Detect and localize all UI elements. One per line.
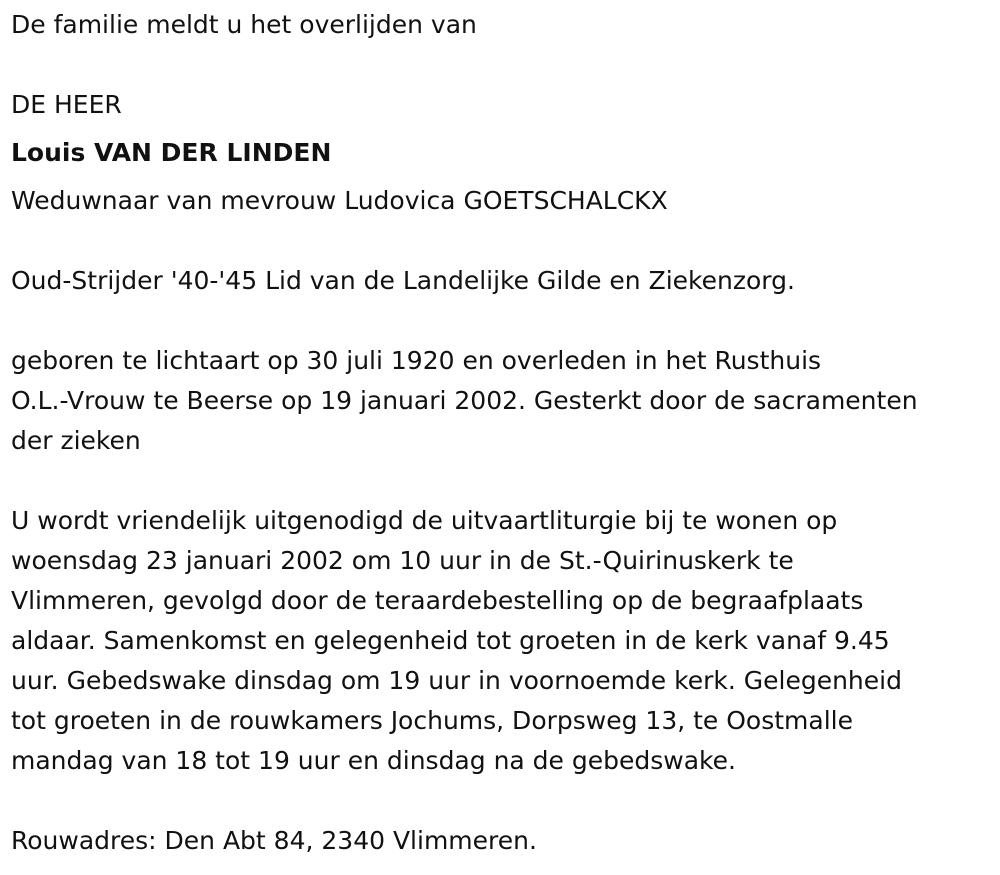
funeral-line: tot groeten in de rouwkamers Jochums, Dorpsweg 13, te Oostmalle bbox=[11, 706, 854, 735]
birth-death-paragraph bbox=[11, 341, 991, 461]
funeral-line: mandag van 18 tot 19 uur en dinsdag na de gebedswake. bbox=[11, 746, 736, 775]
membership-text: Oud-Strijder '40-'45 Lid van de Landelijke Gilde en Ziekenzorg. bbox=[11, 266, 795, 295]
birth-death-line: O.L.-Vrouw te Beerse op 19 januari 2002. Gesterkt door de sacramenten bbox=[11, 386, 918, 415]
funeral-line: U wordt vriendelijk uitgenodigd de uitvaartliturgie bij te wonen op bbox=[11, 506, 838, 535]
death-notice bbox=[11, 5, 991, 861]
funeral-line: uur. Gebedswake dinsdag om 19 uur in voornoemde kerk. Gelegenheid bbox=[11, 666, 902, 695]
spacer bbox=[11, 461, 991, 501]
funeral-line: woensdag 23 januari 2002 om 10 uur in de St.-Quirinuskerk te bbox=[11, 546, 794, 575]
funeral-line: aldaar. Samenkomst en gelegenheid tot groeten in de kerk vanaf 9.45 bbox=[11, 626, 890, 655]
spacer bbox=[11, 301, 991, 341]
widower-text: Weduwnaar van mevrouw Ludovica GOETSCHALCKX bbox=[11, 186, 668, 215]
spacer bbox=[11, 125, 991, 133]
title-prefix: DE HEER bbox=[11, 90, 122, 119]
spacer bbox=[11, 173, 991, 181]
funeral-paragraph bbox=[11, 501, 991, 781]
deceased-name: Louis VAN DER LINDEN bbox=[11, 138, 332, 167]
funeral-line: Vlimmeren, gevolgd door de teraardebestelling op de begraafplaats bbox=[11, 586, 864, 615]
birth-death-line: der zieken bbox=[11, 426, 141, 455]
mourning-address: Rouwadres: Den Abt 84, 2340 Vlimmeren. bbox=[11, 826, 537, 855]
spacer bbox=[11, 781, 991, 821]
intro-text: De familie meldt u het overlijden van bbox=[11, 10, 477, 39]
spacer bbox=[11, 221, 991, 261]
birth-death-line: geboren te lichtaart op 30 juli 1920 en overleden in het Rusthuis bbox=[11, 346, 822, 375]
spacer bbox=[11, 45, 991, 85]
